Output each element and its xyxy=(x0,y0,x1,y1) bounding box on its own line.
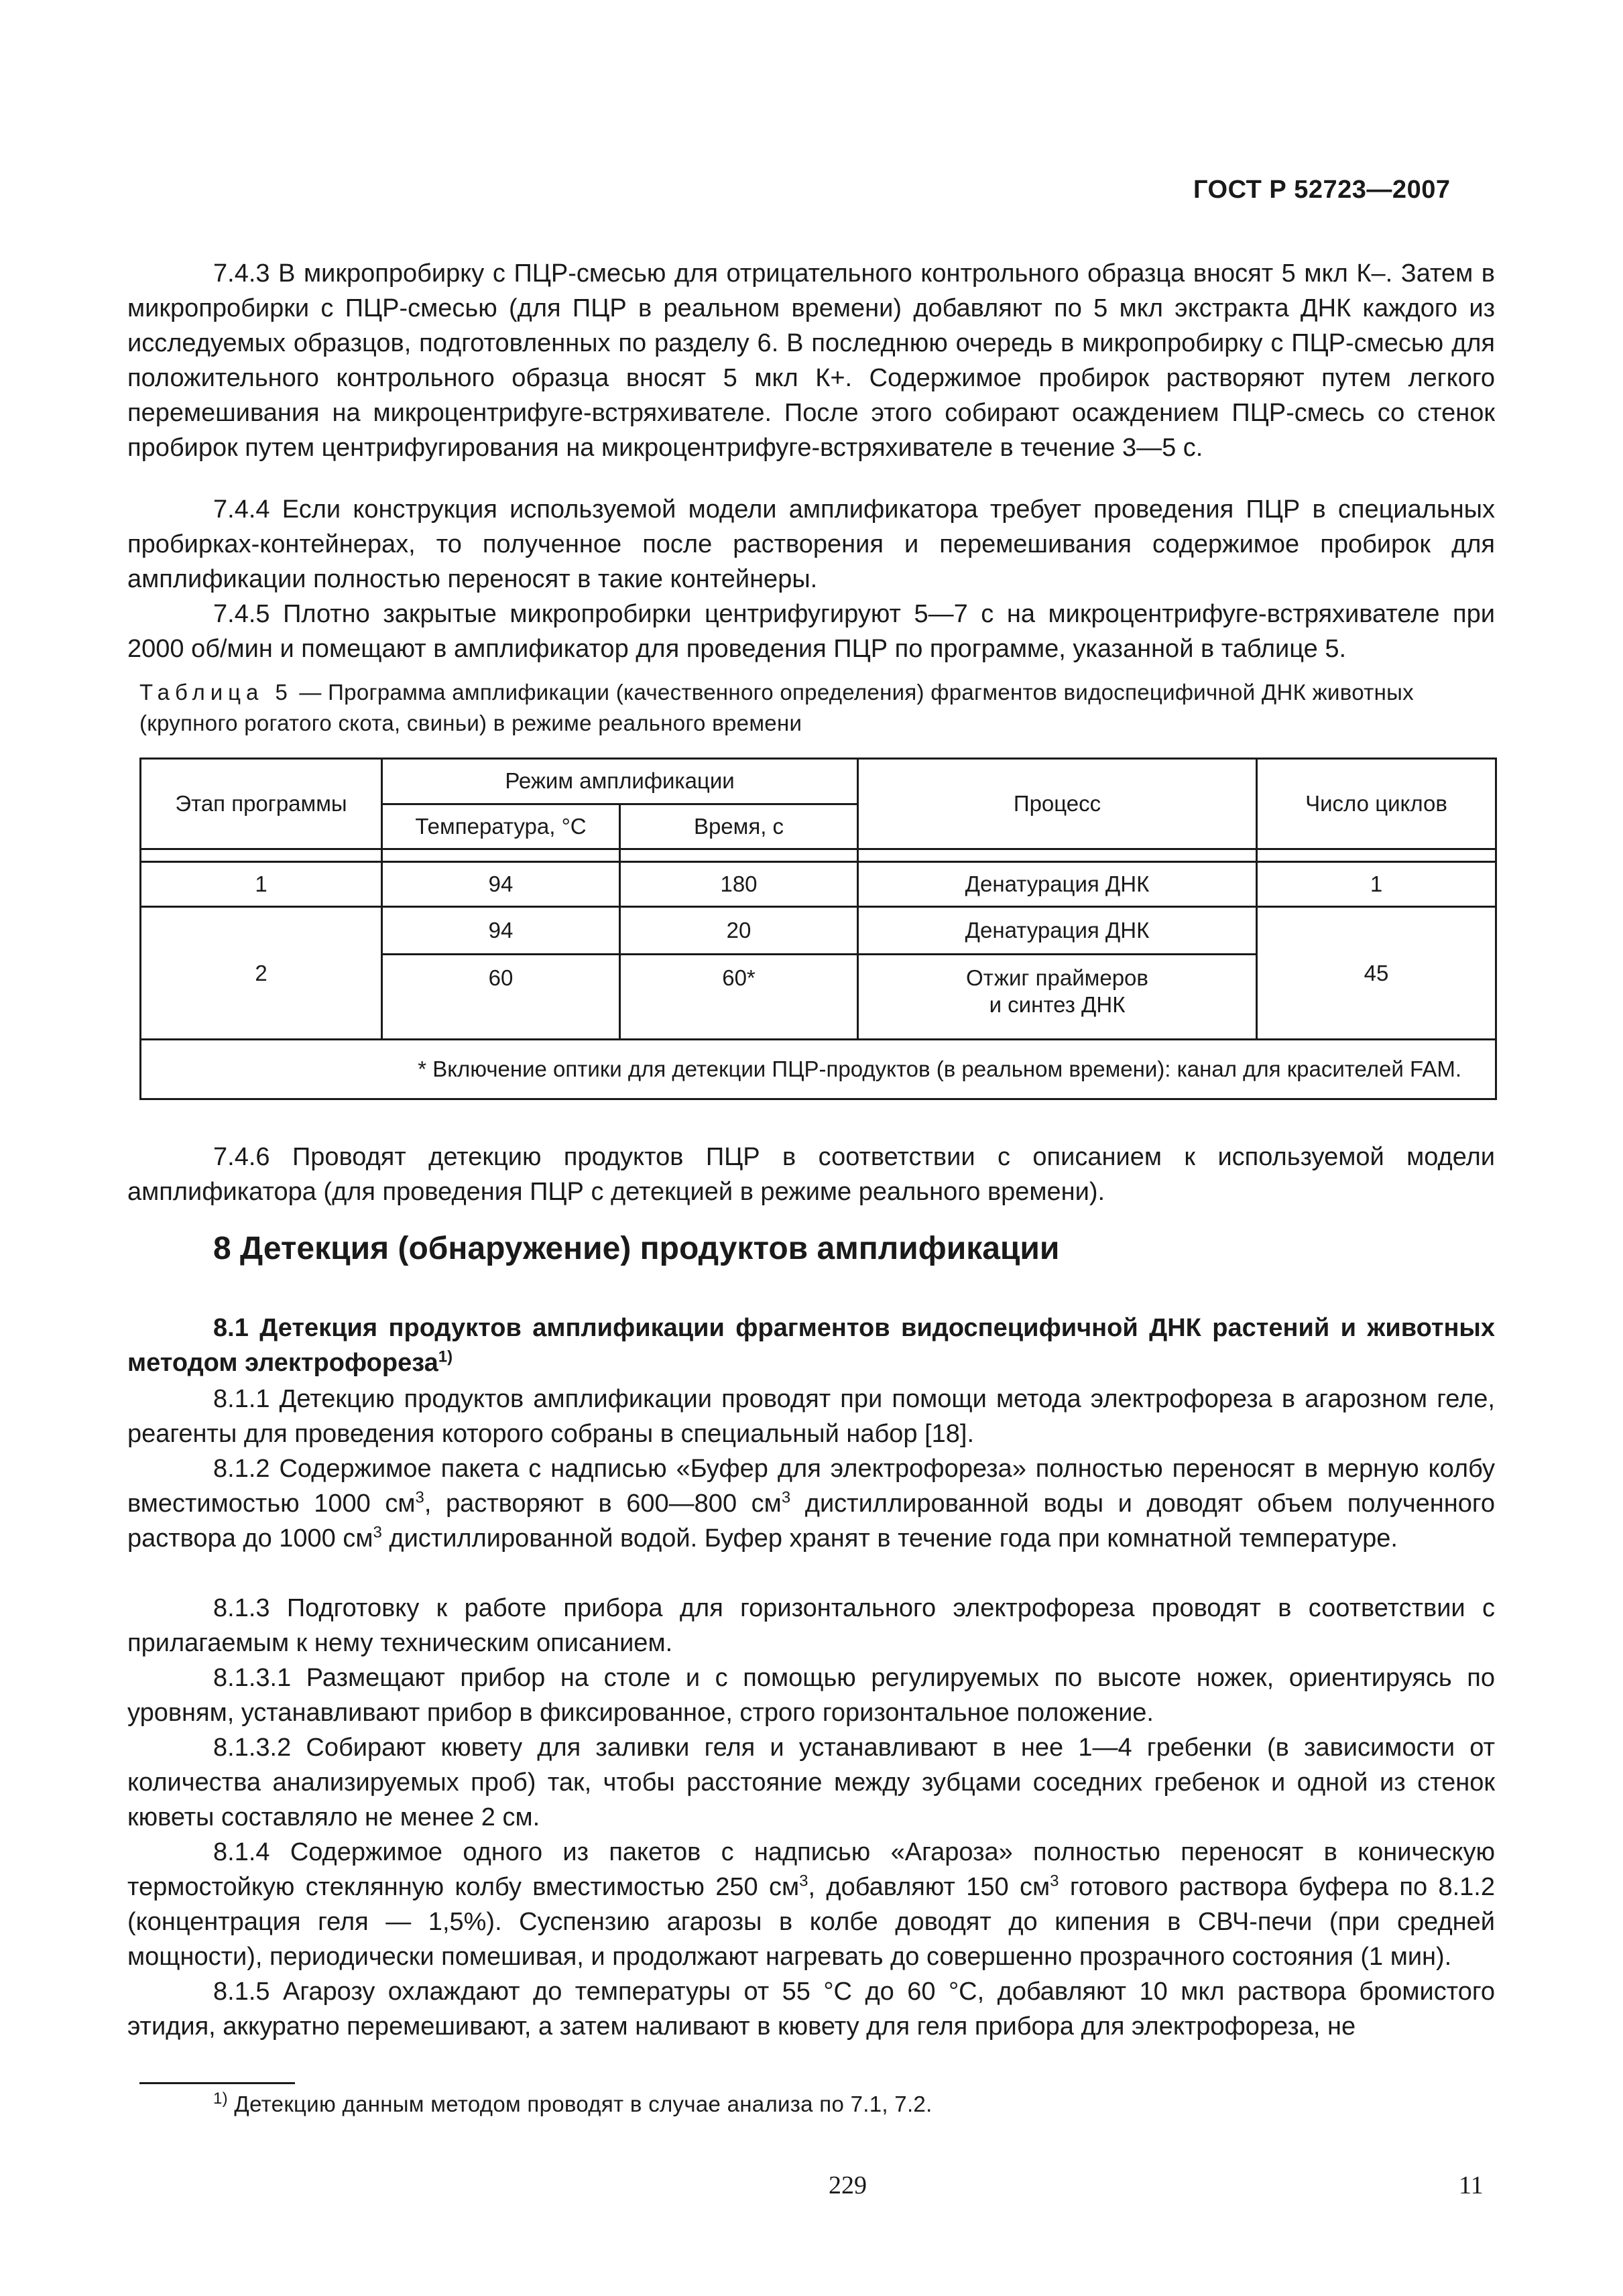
text-fragment: 8.1.2 Содержимое пакета с надписью «Буфер для электрофореза» полностью переносят в мерную колбу вместимостью 1000 см xyxy=(127,1455,1495,1518)
cell-process: Денатурация ДНК xyxy=(858,907,1257,955)
superscript: 3 xyxy=(373,1523,382,1542)
cell-process: Денатурация ДНК xyxy=(858,862,1257,907)
cell-time: 180 xyxy=(620,862,858,907)
header-temperature: Температура, °С xyxy=(382,804,620,849)
cell-cycles: 1 xyxy=(1257,862,1496,907)
page-footnote xyxy=(213,2092,933,2117)
cell-temperature: 94 xyxy=(382,862,620,907)
page-number-center: 229 xyxy=(829,2171,867,2199)
text-fragment: дистиллированной воды и доводят объем полученного раствора до 1000 см xyxy=(127,1490,1496,1553)
cell-process xyxy=(858,955,1257,1040)
paragraph-8-1-3: 8.1.3 Подготовку к работе прибора для горизонтального электрофореза проводят в соответствии с прилагаемым к нему техническим описанием. xyxy=(127,1594,1495,1657)
footnote-marker: 1) xyxy=(213,2090,228,2108)
subsection-heading xyxy=(127,1311,1495,1380)
footnote-text: Детекцию данным методом проводят в случае анализа по 7.1, 7.2. xyxy=(227,2092,933,2116)
superscript: 3 xyxy=(415,1488,424,1507)
page-number-right: 11 xyxy=(1459,2171,1484,2199)
footnote-ref: 1) xyxy=(438,1347,453,1366)
header-process: Процесс xyxy=(858,759,1257,849)
cell-cycles: 45 xyxy=(1257,907,1496,1040)
cell-temperature: 60 xyxy=(382,955,620,1040)
paragraph-7-4-3: 7.4.3 В микропробирку с ПЦР-смесью для отрицательного контрольного образца вносят 5 мкл К–. Затем в микропробирки с ПЦР-смесью (для ПЦР в реальном времени) добавляют по 5 мкл экстракта ДНК каждого из исследуемых образцов, подготовленных по разделу 6. В последнюю очередь в микропробирку с ПЦР-смесью для положительного контрольного образца вносят 5 мкл К+. Содержимое пробирок растворяют путем легкого перемешивания на микроцентрифуге-встряхивателе. После этого собирают осаждением ПЦР-смесь со стенок пробирок путем центрифугирования на микроцентрифуге-встряхивателе в течение 3—5 с. xyxy=(127,259,1495,462)
text-fragment: 8.1.4 Содержимое одного из пакетов с надписью «Агароза» полностью переносят в коническую термостойкую стеклянную колбу вместимостью 250 см xyxy=(127,1838,1495,1901)
table-row xyxy=(141,862,1496,907)
section-heading: 8 Детекция (обнаружение) продуктов амплификации xyxy=(213,1231,1060,1266)
header-stage: Этап программы xyxy=(141,759,382,849)
paragraph-8-1-4 xyxy=(127,1835,1495,1974)
paragraph-8-1-3-1: 8.1.3.1 Размещают прибор на столе и с помощью регулируемых по высоте ножек, ориентируясь по уровням, устанавливают прибор в фиксированное, строго горизонтальное положение. xyxy=(127,1664,1495,1727)
subsection-heading-text: 8.1 Детекция продуктов амплификации фрагментов видоспецифичной ДНК растений и животных методом электрофореза xyxy=(127,1314,1495,1377)
superscript: 3 xyxy=(799,1872,808,1890)
cell-stage: 2 xyxy=(141,907,382,1040)
footnote-divider xyxy=(139,2082,295,2084)
text-fragment: дистиллированной водой. Буфер хранят в течение года при комнатной температуре. xyxy=(381,1524,1398,1553)
table-header-row xyxy=(141,759,1496,804)
table-footnote-row xyxy=(141,1040,1496,1099)
process-line: Отжиг праймеров xyxy=(966,965,1148,990)
table-row xyxy=(141,907,1496,955)
table-caption-text: — Программа амплификации (качественного определения) фрагментов видоспецифичной ДНК животных (крупного рогатого скота, свиньи) в режиме реального времени xyxy=(139,680,1414,735)
table-footnote: * Включение оптики для детекции ПЦР-продуктов (в реальном времени): канал для красителей FAM. xyxy=(141,1040,1496,1099)
paragraph-8-1-3-2: 8.1.3.2 Собирают кювету для заливки геля и устанавливают в нее 1—4 гребенки (в зависимости от количества анализируемых проб) так, чтобы расстояние между зубцами соседних гребенок и одной из стенок кюветы составляло не менее 2 см. xyxy=(127,1734,1495,1831)
superscript: 3 xyxy=(1050,1872,1059,1890)
process-line: и синтез ДНК xyxy=(989,992,1126,1017)
text-fragment: , растворяют в 600—800 см xyxy=(424,1490,782,1518)
amplification-program-table xyxy=(139,758,1497,1100)
cell-time: 60* xyxy=(620,955,858,1040)
header-mode: Режим амплификации xyxy=(382,759,858,804)
document-code-header: ГОСТ Р 52723—2007 xyxy=(1193,176,1451,204)
cell-stage: 1 xyxy=(141,862,382,907)
paragraph-8-1-1: 8.1.1 Детекцию продуктов амплификации проводят при помощи метода электрофореза в агарозном геле, реагенты для проведения которого собраны в специальный набор [18]. xyxy=(127,1385,1495,1448)
paragraph-8-1-2 xyxy=(127,1451,1495,1556)
cell-temperature: 94 xyxy=(382,907,620,955)
cell-time: 20 xyxy=(620,907,858,955)
header-cycles: Число циклов xyxy=(1257,759,1496,849)
table-caption-label: Таблица 5 xyxy=(139,680,293,705)
table-caption xyxy=(139,677,1495,739)
paragraph-8-1-5: 8.1.5 Агарозу охлаждают до температуры от 55 °С до 60 °С, добавляют 10 мкл раствора бромистого этидия, аккуратно перемешивают, а затем наливают в кювету для геля прибора для электрофореза, не xyxy=(127,1978,1495,2041)
table-gap-row xyxy=(141,849,1496,862)
text-fragment: готового раствора буфера по 8.1.2 (концентрация геля — 1,5%). Суспензию агарозы в колбе доводят до кипения в СВЧ-печи (при средней мощности), периодически помешивая, и продолжают нагревать до совершенно прозрачного состояния (1 мин). xyxy=(127,1873,1495,1971)
paragraph-7-4-6: 7.4.6 Проводят детекцию продуктов ПЦР в соответствии с описанием к используемой модели амплификатора (для проведения ПЦР с детекцией в режиме реального времени). xyxy=(127,1143,1495,1206)
paragraph-7-4-4: 7.4.4 Если конструкция используемой модели амплификатора требует проведения ПЦР в специальных пробирках-контейнерах, то полученное после растворения и перемешивания содержимое пробирок для амплификации полностью переносят в такие контейнеры. xyxy=(127,495,1495,593)
header-time: Время, с xyxy=(620,804,858,849)
paragraph-7-4-5: 7.4.5 Плотно закрытые микропробирки центрифугируют 5—7 с на микроцентрифуге-встряхивателе при 2000 об/мин и помещают в амплификатор для проведения ПЦР по программе, указанной в таблице 5. xyxy=(127,600,1495,663)
text-fragment: , добавляют 150 см xyxy=(808,1873,1050,1901)
superscript: 3 xyxy=(781,1488,791,1507)
